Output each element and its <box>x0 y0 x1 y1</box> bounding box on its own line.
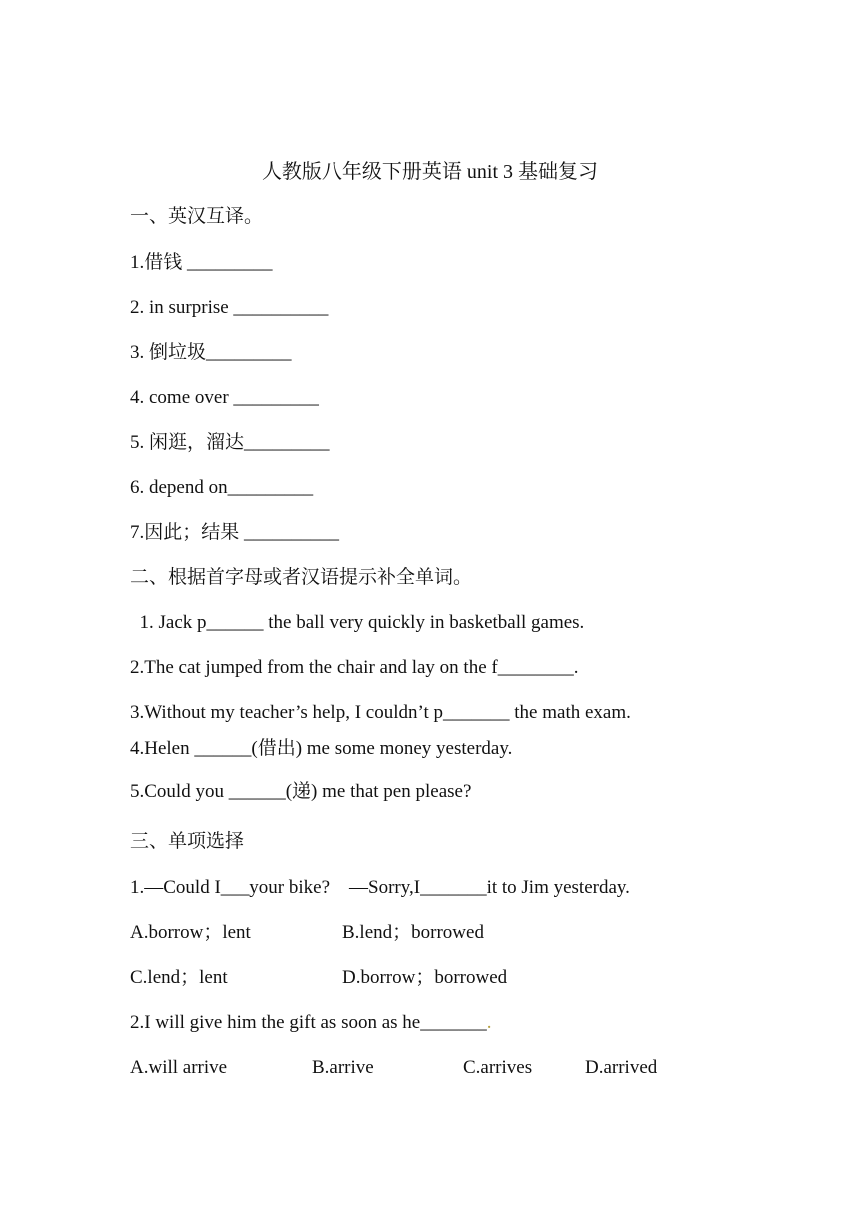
section-2-item-4: 4.Helen ______(借出) me some money yesterday. <box>130 738 513 759</box>
section-2-item-5: 5.Could you ______(递) me that pen please? <box>130 781 472 802</box>
section-3-heading: 三、单项选择 <box>130 831 245 852</box>
question-1-stem: 1.—Could I___your bike? —Sorry,I_______it to Jim yesterday. <box>130 877 630 898</box>
question-2-stem-line <box>130 1011 491 1035</box>
section-1-item-6: 6. depend on_________ <box>130 477 314 498</box>
question-1-option-a: A.borrow；lent <box>130 922 251 943</box>
page-title: 人教版八年级下册英语 unit 3 基础复习 <box>261 161 599 183</box>
question-2-option-d: D.arrived <box>585 1057 658 1078</box>
question-1-option-c: C.lend；lent <box>130 967 228 988</box>
section-2-item-2: 2.The cat jumped from the chair and lay on the f________. <box>130 657 579 678</box>
question-2-stem: 2.I will give him the gift as soon as he_______ <box>130 1012 487 1033</box>
section-1-item-4: 4. come over _________ <box>130 387 319 408</box>
section-2-heading: 二、根据首字母或者汉语提示补全单词。 <box>130 567 473 588</box>
section-1-heading: 一、英汉互译。 <box>130 206 264 227</box>
question-2-option-b: B.arrive <box>312 1057 374 1078</box>
section-1-item-7: 7.因此；结果 __________ <box>130 522 340 543</box>
section-1-item-3: 3. 倒垃圾_________ <box>130 342 292 363</box>
section-1-item-1: 1.借钱 _________ <box>130 252 273 273</box>
question-2-option-c: C.arrives <box>463 1057 533 1078</box>
question-2-stem-end: . <box>486 1012 492 1033</box>
question-1-option-b: B.lend；borrowed <box>342 922 484 943</box>
section-1-item-5: 5. 闲逛，溜达_________ <box>130 432 330 453</box>
section-2-item-3: 3.Without my teacher’s help, I couldn’t p_______ the math exam. <box>130 702 631 723</box>
question-2-option-a: A.will arrive <box>130 1057 228 1078</box>
section-1-item-2: 2. in surprise __________ <box>130 297 329 318</box>
section-2-item-1: 1. Jack p______ the ball very quickly in basketball games. <box>130 612 585 633</box>
question-1-option-d: D.borrow；borrowed <box>342 967 508 988</box>
